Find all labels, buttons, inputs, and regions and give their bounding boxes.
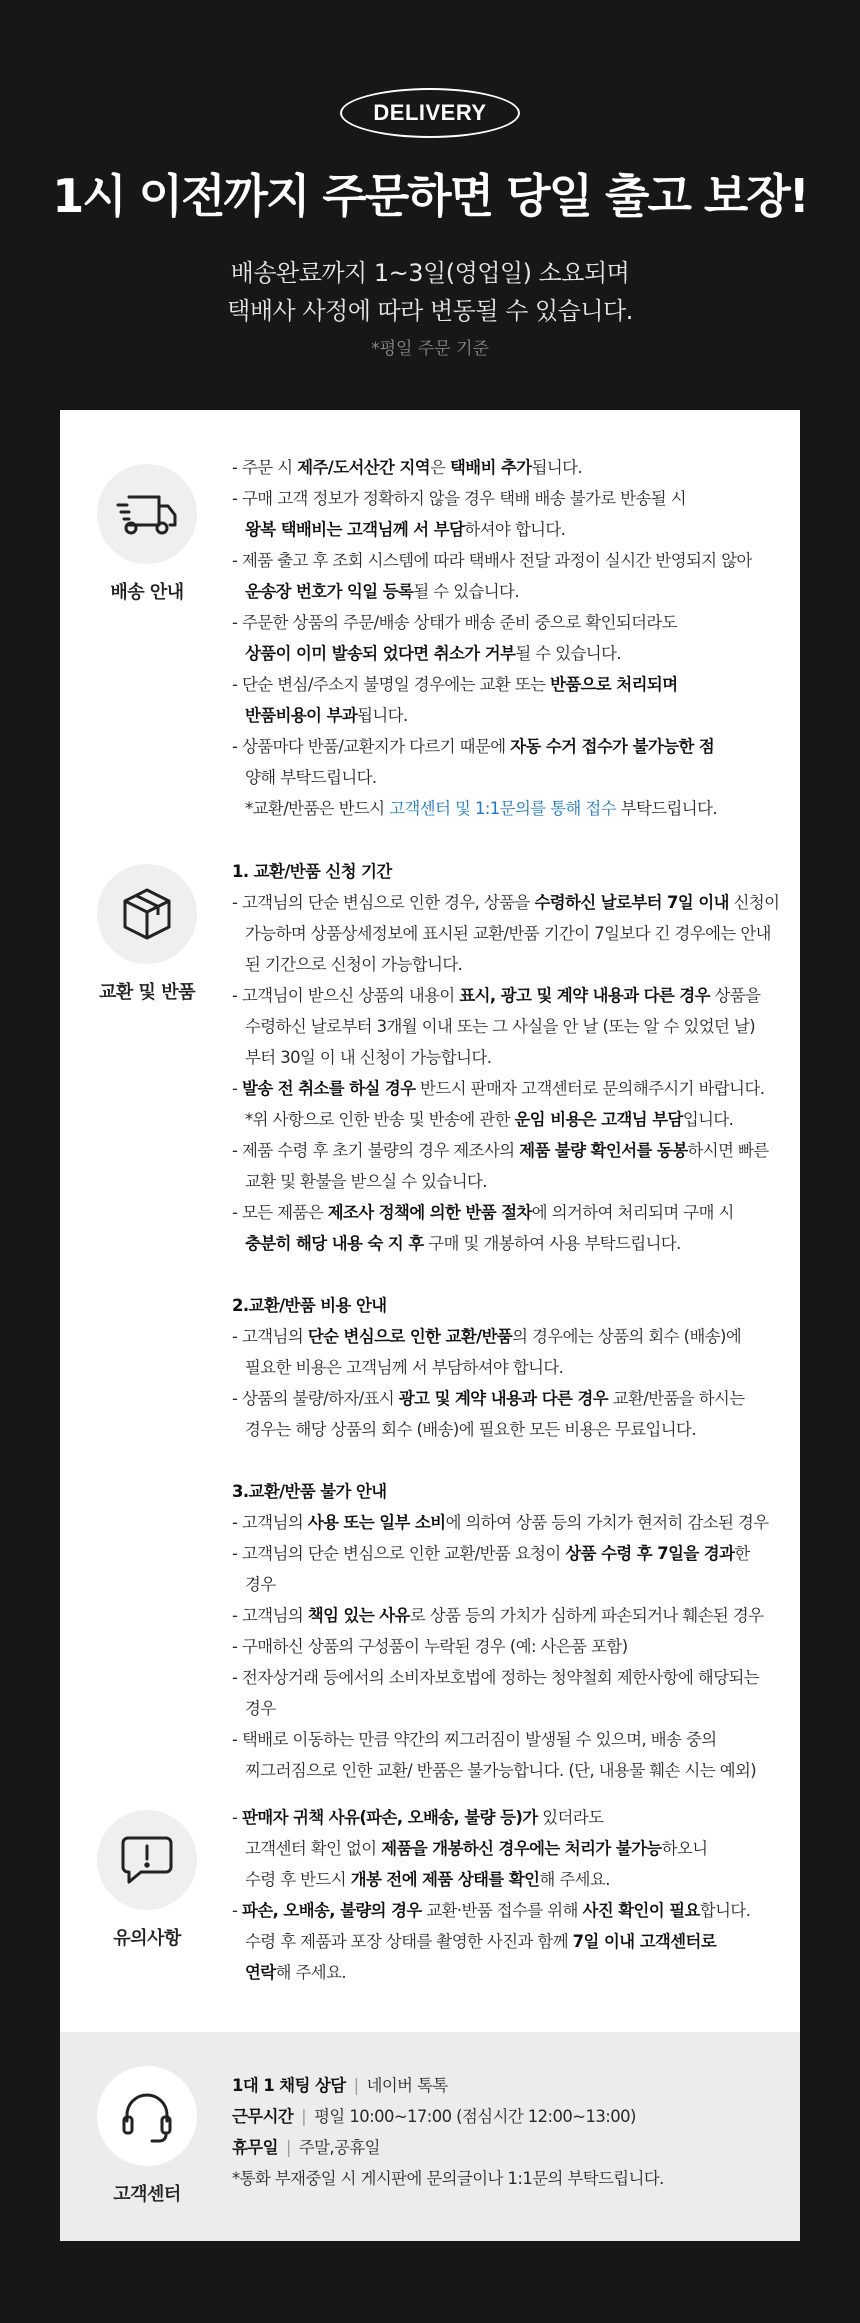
emphasis-text: 단순 변심으로 인한 교환/반품	[307, 1327, 513, 1346]
text-segment: 필요한 비용은 고객님께 서 부담하셔야 합니다.	[245, 1358, 564, 1377]
text-line	[232, 793, 780, 824]
text-line	[232, 1414, 780, 1445]
text-segment: - 제품 출고 후 조회 시스템에 따라 택배사 전달 과정이 실시간 반영되지 않아	[232, 551, 752, 570]
emphasis-text: 책임 있는 사유	[307, 1606, 410, 1625]
caution-icon-box	[94, 1810, 200, 1950]
delivery-label: 배송 안내	[110, 582, 184, 603]
text-segment: *위 사항으로 인한 반송 및 반송에 관한	[245, 1110, 515, 1129]
text-segment: -	[232, 1901, 243, 1920]
holiday-title: 휴무일	[232, 2138, 278, 2157]
holiday-row: 휴무일 | 주말,공휴일	[232, 2138, 380, 2157]
text-line	[232, 1042, 780, 1073]
text-segment: - 주문한 상품의 주문/배송 상태가 배송 준비 중으로 확인되더라도	[232, 613, 677, 632]
text-line	[232, 1538, 780, 1569]
emphasis-text: 반품비용이 부과	[245, 706, 358, 725]
support-icon-box	[94, 2066, 200, 2206]
text-segment: 반드시 판매자 고객센터로 문의해주시기 바랍니다.	[415, 1079, 765, 1098]
text-line	[232, 949, 780, 980]
text-segment: - 구매 고객 정보가 정확하지 않을 경우 택배 배송 불가로 반송될 시	[232, 489, 686, 508]
text-segment: 에 의하여 상품 등의 가치가 현저히 감소된 경우	[445, 1513, 769, 1532]
emphasis-text: 택배비 추가	[450, 458, 532, 477]
text-segment: 됩니다.	[357, 706, 408, 725]
subtitle	[0, 254, 860, 330]
text-line	[232, 1833, 780, 1864]
text-segment: 교환 및 환불을 받으실 수 있습니다.	[245, 1172, 487, 1191]
text-segment: 합니다.	[699, 1901, 751, 1920]
text-segment: 될 수 있습니다.	[413, 582, 519, 601]
emphasis-text: 광고 및 계약 내용과 다른 경우	[398, 1389, 609, 1408]
hours-row: 근무시간 | 평일 10:00~17:00 (점심시간 12:00~13:00)	[232, 2107, 636, 2126]
exchange-text	[232, 856, 780, 1786]
emphasis-text: 제조사 정책에 의한 반품 절차	[327, 1203, 532, 1222]
text-line	[232, 980, 780, 1011]
text-line	[232, 1073, 780, 1104]
speech-alert-icon	[97, 1810, 197, 1910]
text-segment: - 주문 시	[232, 458, 298, 477]
emphasis-text: 상품 수령 후 7일을 경과	[565, 1544, 735, 1563]
emphasis-text: 운송장 번호가 익일 등록	[245, 582, 414, 601]
text-segment: 부탁드립니다.	[616, 799, 718, 818]
caution-text	[232, 1802, 780, 1988]
support-note: *통화 부재중일 시 게시판에 문의글이나 1:1문의 부탁드립니다.	[232, 2169, 664, 2188]
section-heading: 3.교환/반품 불가 안내	[232, 1482, 387, 1501]
text-segment: 경우는 해당 상품의 회수 (배송)에 필요한 모든 비용은 무료입니다.	[245, 1420, 696, 1439]
text-line	[232, 1135, 780, 1166]
hours-value: 평일 10:00~17:00 (점심시간 12:00~13:00)	[314, 2107, 636, 2126]
text-line	[232, 1957, 780, 1988]
text-line	[232, 1383, 780, 1414]
emphasis-text: 수령하신 날로부터 7일 이내	[534, 893, 729, 912]
emphasis-text: 제주/도서산간 지역	[297, 458, 431, 477]
text-segment: 입니다.	[682, 1110, 734, 1129]
text-segment: - 단순 변심/주소지 불명일 경우에는 교환 또는	[232, 675, 551, 694]
text-segment: 됩니다.	[531, 458, 583, 477]
text-segment: 한	[734, 1544, 750, 1563]
text-segment: - 전자상거래 등에서의 소비자보호법에 정하는 청약철회 제한사항에 해당되는	[232, 1668, 760, 1687]
text-segment: 경우	[245, 1699, 276, 1718]
support-section	[60, 2032, 800, 2241]
emphasis-text: 연락	[245, 1963, 276, 1982]
text-line	[232, 887, 780, 918]
subtitle-line: 배송완료까지 1~3일(영업일) 소요되며	[230, 259, 630, 287]
text-segment: 해 주세요.	[275, 1963, 347, 1982]
info-card	[60, 410, 800, 2241]
text-line	[232, 1104, 780, 1135]
text-line	[232, 918, 780, 949]
text-line	[232, 607, 780, 638]
text-segment: 양해 부탁드립니다.	[245, 768, 377, 787]
text-segment: -	[232, 1808, 243, 1827]
chat-value[interactable]: 네이버 톡톡	[366, 2076, 448, 2095]
truck-icon	[97, 464, 197, 564]
text-line	[232, 1197, 780, 1228]
text-segment: *교환/반품은 반드시	[245, 799, 390, 818]
text-line	[232, 1755, 780, 1786]
hero	[0, 0, 860, 410]
emphasis-text: 사진 확인이 필요	[582, 1901, 700, 1920]
exchange-label: 교환 및 반품	[99, 982, 195, 1003]
text-segment: 하셔야 합니다.	[464, 520, 566, 539]
weekday-note: *평일 주문 기준	[371, 339, 489, 359]
emphasis-text: 표시, 광고 및 계약 내용과 다른 경우	[459, 986, 710, 1005]
text-segment: - 고객님의	[232, 1327, 308, 1346]
text-segment: - 고객님이 받으신 상품의 내용이	[232, 986, 460, 1005]
text-segment: - 고객님의 단순 변심으로 인한 교환/반품 요청이	[232, 1544, 566, 1563]
text-line	[232, 1290, 780, 1321]
text-segment: 교환/반품을 하시는	[608, 1389, 745, 1408]
text-line	[232, 1724, 780, 1755]
text-line	[232, 669, 780, 700]
text-segment: 에 의거하여 처리되며 구매 시	[531, 1203, 734, 1222]
caution-label: 유의사항	[113, 1928, 181, 1949]
support-link[interactable]: 고객센터 및 1:1문의를 통해 접수	[389, 799, 616, 818]
emphasis-text: 7일 이내 고객센터로	[572, 1932, 717, 1951]
text-line	[232, 1166, 780, 1197]
text-segment: 부터 30일 이 내 신청이 가능합니다.	[245, 1048, 492, 1067]
text-segment: 수령 후 제품과 포장 상태를 촬영한 사진과 함께	[245, 1932, 573, 1951]
text-segment: 경우	[245, 1575, 276, 1594]
text-line	[232, 483, 780, 514]
text-segment: - 고객님의 단순 변심으로 인한 경우, 상품을	[232, 893, 535, 912]
text-line	[232, 1445, 780, 1476]
text-line	[232, 1476, 780, 1507]
emphasis-text: 자동 수거 접수가 불가능한 점	[510, 737, 715, 756]
text-line	[232, 1228, 780, 1259]
section-heading: 2.교환/반품 비용 안내	[232, 1296, 387, 1315]
text-segment: 될 수 있습니다.	[515, 644, 622, 663]
text-line	[232, 1600, 780, 1631]
text-line	[232, 514, 780, 545]
text-segment: 고객센터 확인 없이	[245, 1839, 382, 1858]
text-line	[232, 1864, 780, 1895]
emphasis-text: 상품이 이미 발송되 었다면 취소가 거부	[245, 644, 516, 663]
emphasis-text: 제품 불량 확인서를 동봉	[519, 1141, 688, 1160]
text-segment: - 택배로 이동하는 만큼 약간의 찌그러짐이 발생될 수 있으며, 배송 중의	[232, 1730, 717, 1749]
chat-title: 1대 1 채팅 상담	[232, 2076, 346, 2095]
text-line	[232, 576, 780, 607]
emphasis-text: 개봉 전에 제품 상태를 확인	[350, 1870, 540, 1889]
text-segment: 하시면 빠른	[687, 1141, 769, 1160]
subtitle-line: 택배사 사정에 따라 변동될 수 있습니다.	[227, 297, 633, 325]
text-line	[232, 762, 780, 793]
text-segment: 해 주세요.	[539, 1870, 610, 1889]
text-segment: - 상품의 불량/하자/표시	[232, 1389, 399, 1408]
text-segment: 은	[430, 458, 451, 477]
text-segment: 로 상품 등의 가치가 심하게 파손되거나 훼손된 경우	[409, 1606, 764, 1625]
text-line	[232, 1569, 780, 1600]
text-segment: 하오니	[661, 1839, 708, 1858]
emphasis-text: 판매자 귀책 사유(파손, 오배송, 불량 등)가	[242, 1808, 538, 1827]
text-line	[232, 1693, 780, 1724]
delivery-text	[232, 452, 780, 824]
support-text	[232, 2070, 780, 2194]
text-segment: - 고객님의	[232, 1606, 308, 1625]
text-line	[232, 1259, 780, 1290]
delivery-icon-box	[94, 464, 200, 604]
box-icon	[97, 864, 197, 964]
text-line	[232, 638, 780, 669]
emphasis-text: 제품을 개봉하신 경우에는 처리가 불가능	[381, 1839, 662, 1858]
text-segment: -	[232, 1079, 243, 1098]
text-line	[232, 452, 780, 483]
text-line	[232, 1011, 780, 1042]
section-heading: 1. 교환/반품 신청 기간	[232, 862, 392, 881]
text-segment: 가능하며 상품상세정보에 표시된 교환/반품 기간이 7일보다 긴 경우에는 안내	[245, 924, 771, 943]
support-label: 고객센터	[113, 2184, 181, 2205]
text-line	[232, 1662, 780, 1693]
text-line	[232, 1507, 780, 1538]
page-title: 1시 이전까지 주문하면 당일 출고 보장!	[52, 169, 808, 223]
text-line	[232, 700, 780, 731]
text-segment: 찌그러짐으로 인한 교환/ 반품은 불가능합니다. (단, 내용물 훼손 시는 예외)	[245, 1761, 757, 1780]
text-segment: - 구매하신 상품의 구성품이 누락된 경우 (예: 사은품 포함)	[232, 1637, 628, 1656]
text-line	[232, 1352, 780, 1383]
exchange-icon-box	[94, 864, 200, 1004]
emphasis-text: 반품으로 처리되며	[550, 675, 678, 694]
emphasis-text: 발송 전 취소를 하실 경우	[242, 1079, 416, 1098]
emphasis-text: 운임 비용은 고객님 부담	[514, 1110, 683, 1129]
text-segment: 의 경우에는 상품의 회수 (배송)에	[512, 1327, 742, 1346]
chat-row: 1대 1 채팅 상담 | 네이버 톡톡	[232, 2076, 448, 2095]
text-line	[232, 1895, 780, 1926]
delivery-badge: DELIVERY	[340, 88, 520, 138]
text-segment: 신청이	[728, 893, 780, 912]
text-segment: - 상품마다 반품/교환지가 다르기 때문에	[232, 737, 511, 756]
text-segment: 있더라도	[537, 1808, 604, 1827]
text-segment: - 모든 제품은	[232, 1203, 328, 1222]
headset-icon	[97, 2066, 197, 2166]
text-segment: 된 기간으로 신청이 가능합니다.	[245, 955, 463, 974]
text-segment: 수령하신 날로부터 3개월 이내 또는 그 사실을 안 날 (또는 알 수 있었던 날)	[245, 1017, 756, 1036]
text-line	[232, 1631, 780, 1662]
emphasis-text: 사용 또는 일부 소비	[307, 1513, 446, 1532]
emphasis-text: 충분히 해당 내용 숙 지 후	[245, 1234, 424, 1253]
emphasis-text: 파손, 오배송, 불량의 경우	[242, 1901, 422, 1920]
text-segment: - 고객님의	[232, 1513, 308, 1532]
text-segment: 상품을	[709, 986, 761, 1005]
hours-title: 근무시간	[232, 2107, 294, 2126]
text-line	[232, 856, 780, 887]
text-segment: 구매 및 개봉하여 사용 부탁드립니다.	[423, 1234, 681, 1253]
text-line	[232, 1926, 780, 1957]
text-segment: - 제품 수령 후 초기 불량의 경우 제조사의	[232, 1141, 520, 1160]
text-line	[232, 1321, 780, 1352]
emphasis-text: 왕복 택배비는 고객님께 서 부담	[245, 520, 465, 539]
holiday-value: 주말,공휴일	[298, 2138, 380, 2157]
text-segment: 교환·반품 접수를 위해	[421, 1901, 583, 1920]
text-segment: 수령 후 반드시	[245, 1870, 351, 1889]
text-line	[232, 731, 780, 762]
text-line	[232, 545, 780, 576]
text-line	[232, 1802, 780, 1833]
